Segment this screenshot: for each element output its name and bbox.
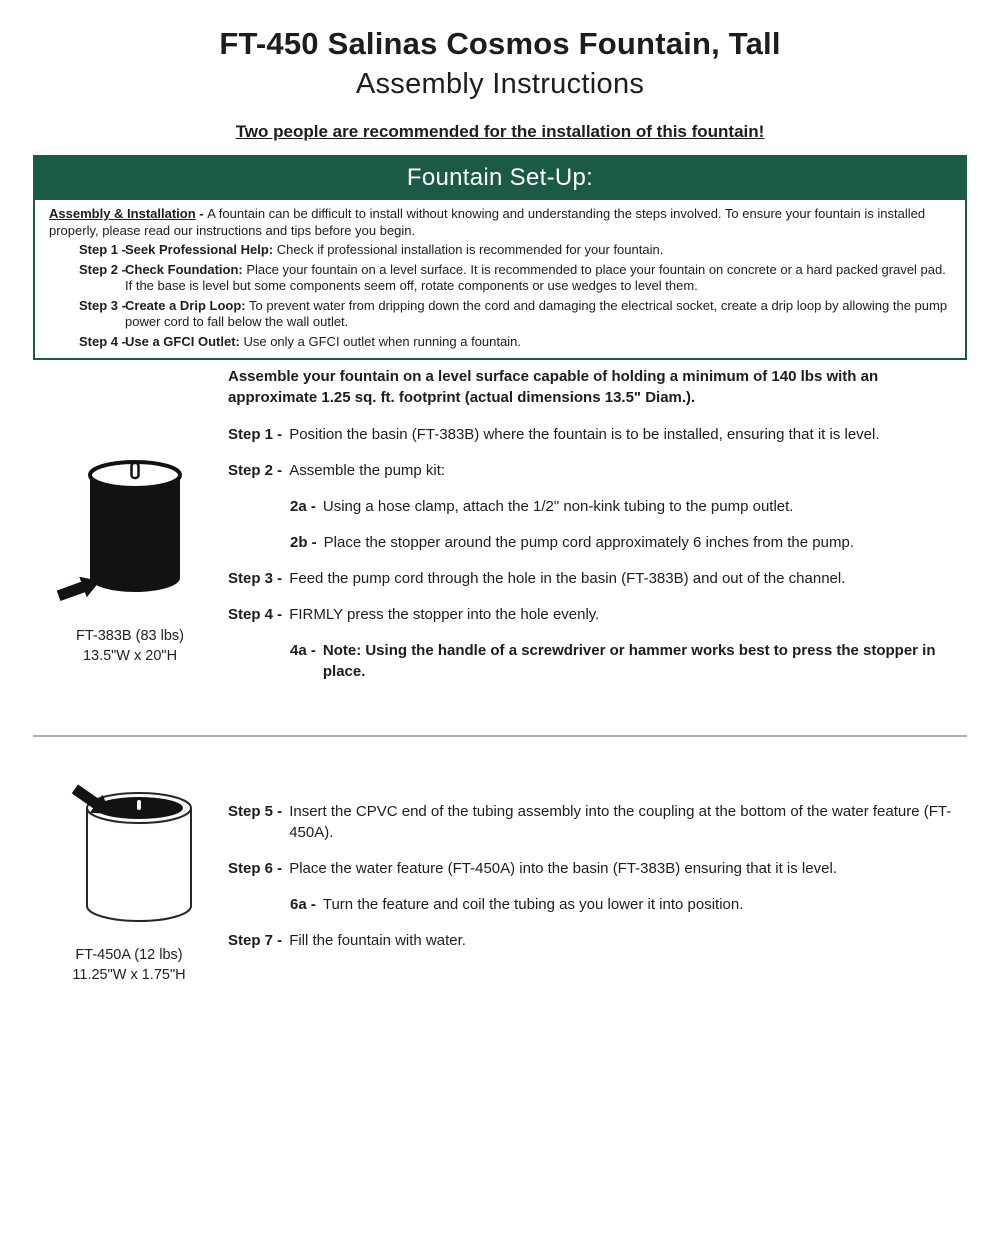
step-label: Step 3 - — [228, 570, 283, 587]
substep-note-text: Note: Using the handle of a screwdriver or hammer works best to press the stopper in place. — [322, 642, 936, 680]
setup-step-body: To prevent water from dripping down the cord and damaging the electrical socket, create a drip loop by allowing the pump power cord to fall below the wall outlet. — [125, 297, 948, 329]
basin-body — [90, 475, 180, 578]
step-label: Step 7 - — [228, 932, 283, 949]
setup-step-1 — [79, 242, 953, 259]
figure-dimensions: 11.25"W x 1.75"H — [72, 967, 186, 983]
setup-step-text — [125, 262, 953, 295]
step-label: Step 4 - — [228, 606, 283, 623]
setup-step-2 — [79, 262, 953, 295]
step-row-2 — [228, 460, 958, 481]
step-label: Step 5 - — [228, 803, 283, 820]
feature-body — [87, 808, 191, 921]
setup-step-lead: Create a Drip Loop: — [125, 297, 246, 313]
setup-step-body: Check if professional installation is recommended for your fountain. — [273, 242, 664, 257]
assembly-section-1 — [228, 366, 958, 697]
figure-caption — [36, 945, 222, 985]
step-row-1 — [228, 424, 958, 445]
setup-banner: Fountain Set-Up: — [33, 155, 967, 200]
step-label: Step 2 - — [228, 462, 283, 479]
substep-text: Using a hose clamp, attach the 1/2" non-kink tubing to the pump outlet. — [322, 498, 794, 515]
basin-illustration — [40, 450, 220, 615]
step-label: Step 6 - — [228, 860, 283, 877]
step-row-4 — [228, 604, 958, 625]
setup-step-body: Use only a GFCI outlet when running a fountain. — [239, 333, 521, 349]
step-text: FIRMLY press the stopper into the hole evenly. — [289, 606, 600, 623]
figure-part-number: FT-450A (12 lbs) — [75, 947, 183, 963]
section-divider — [33, 735, 967, 737]
setup-intro-dash: - — [195, 206, 208, 221]
figure-water-feature — [36, 776, 222, 985]
step-text: Place the water feature (FT-450A) into the basin (FT-383B) ensuring that it is level. — [289, 860, 837, 877]
setup-step-label: Step 4 - — [79, 333, 126, 349]
substep-label: 2b - — [290, 534, 317, 551]
assembly-intro: Assemble your fountain on a level surface capable of holding a minimum of 140 lbs with an approximate 1.25 sq. ft. footprint (actual dimensions 13.5" Diam.). — [228, 368, 879, 406]
document-header — [0, 26, 1000, 142]
page-subtitle: Assembly Instructions — [355, 68, 645, 100]
setup-step-lead: Seek Professional Help: — [125, 242, 274, 257]
water-feature-illustration — [36, 776, 222, 934]
figure-basin — [40, 450, 220, 666]
step-text: Insert the CPVC end of the tubing assembly into the coupling at the bottom of the water feature (FT-450A). — [289, 803, 952, 841]
step-text: Fill the fountain with water. — [289, 932, 466, 949]
substep-text: Turn the feature and coil the tubing as you lower it into position. — [322, 896, 744, 913]
setup-intro — [49, 206, 953, 239]
figure-caption — [40, 626, 220, 666]
setup-step-lead: Use a GFCI Outlet: — [125, 333, 240, 349]
fountain-setup-box — [33, 155, 967, 360]
setup-step-text — [125, 334, 953, 351]
assembly-section-2 — [228, 801, 968, 966]
step-row-3 — [228, 568, 958, 589]
arrow-icon — [57, 577, 100, 601]
setup-intro-lead: Assembly & Installation — [49, 206, 196, 221]
setup-step-text — [125, 242, 953, 259]
substep-label: 4a - — [290, 642, 316, 659]
setup-step-4 — [79, 334, 953, 351]
setup-intro-text: A fountain can be difficult to install without knowing and understanding the steps involved. To ensure your fountain is installed properly, please read our instructions and tips before you begin. — [49, 206, 926, 238]
basin-notch — [132, 463, 139, 478]
setup-step-body: Place your fountain on a level surface. It is recommended to place your fountain on concrete or a hard packed gravel pad. If the base is level but some components seem off, rotate components or use wedges to level them. — [125, 261, 946, 293]
substep-row-6a — [290, 894, 968, 915]
step-row-7 — [228, 930, 968, 951]
basin-bottom — [90, 564, 180, 592]
step-label: Step 1 - — [228, 426, 283, 443]
step-row-5 — [228, 801, 968, 843]
substep-text: Place the stopper around the pump cord approximately 6 inches from the pump. — [323, 534, 854, 551]
figure-dimensions: 13.5"W x 20"H — [82, 648, 178, 664]
setup-step-lead: Check Foundation: — [125, 261, 243, 277]
figure-part-number: FT-383B (83 lbs) — [76, 628, 184, 644]
setup-step-text — [125, 298, 953, 331]
page-title: FT-450 Salinas Cosmos Fountain, Tall — [219, 26, 781, 61]
substep-row-2b — [290, 532, 958, 553]
setup-step-label: Step 3 - — [79, 297, 126, 313]
setup-step-label: Step 1 - — [79, 242, 126, 257]
step-text: Position the basin (FT-383B) where the fountain is to be installed, ensuring that it is level. — [289, 426, 880, 443]
step-text: Feed the pump cord through the hole in the basin (FT-383B) and out of the channel. — [289, 570, 846, 587]
substep-label: 2a - — [290, 498, 316, 515]
substep-label: 6a - — [290, 896, 316, 913]
substep-row-4a — [290, 640, 958, 682]
setup-body — [33, 200, 967, 360]
substep-row-2a — [290, 496, 958, 517]
feature-tick — [137, 800, 141, 810]
setup-step-label: Step 2 - — [79, 261, 126, 277]
step-text: Assemble the pump kit: — [289, 462, 446, 479]
setup-step-3 — [79, 298, 953, 331]
two-people-note: Two people are recommended for the installation of this fountain! — [235, 122, 765, 141]
step-row-6 — [228, 858, 968, 879]
